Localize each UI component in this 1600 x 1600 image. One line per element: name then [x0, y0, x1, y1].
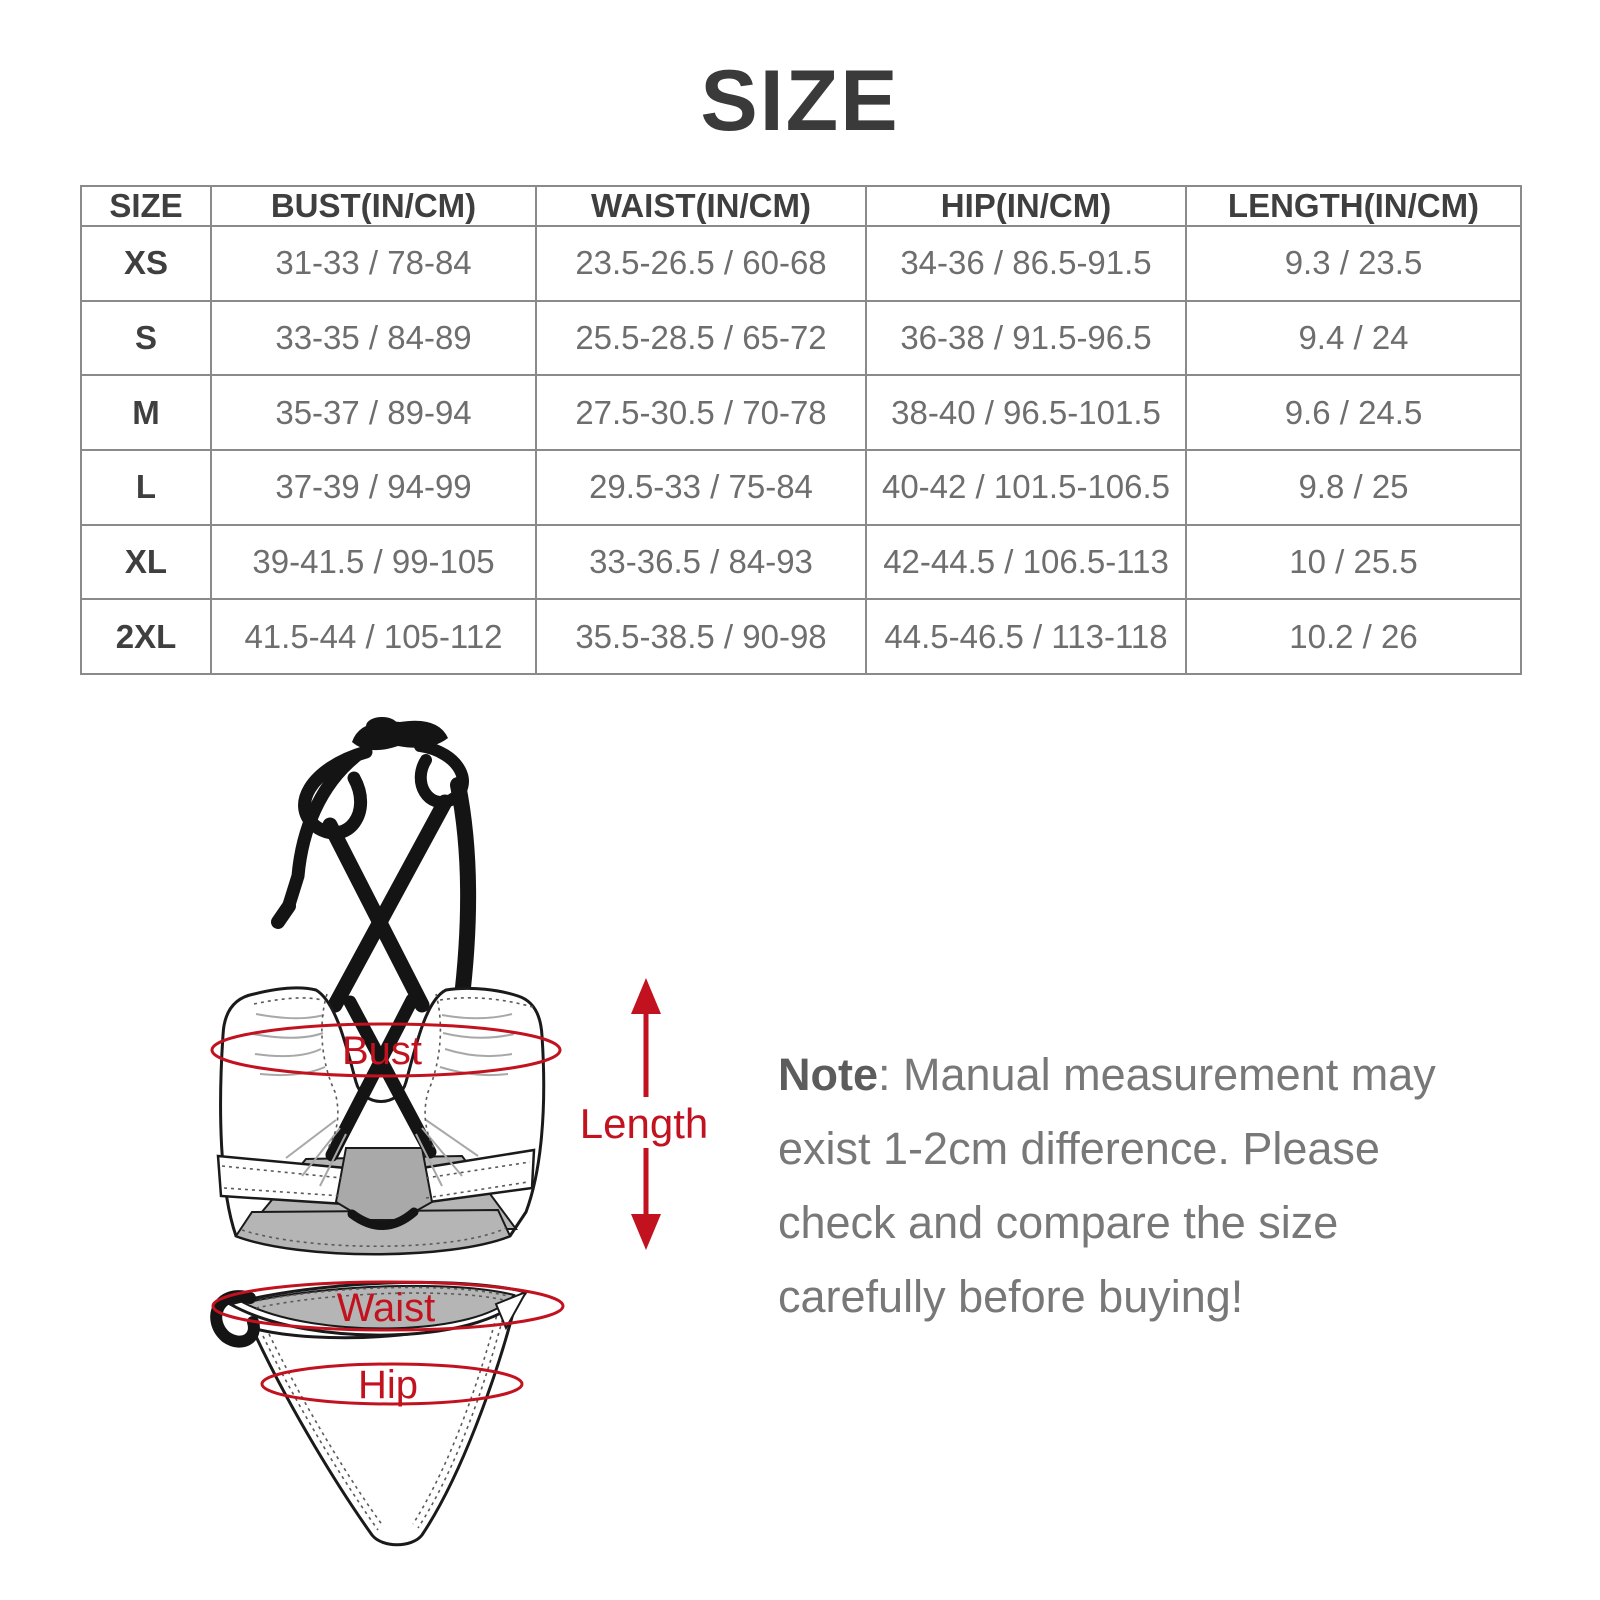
cell-bust: 37-39 / 94-99: [211, 450, 536, 525]
cell-size: L: [81, 450, 211, 525]
header-size: SIZE: [81, 186, 211, 226]
bust-label: Bust: [341, 1029, 423, 1073]
cell-size: S: [81, 301, 211, 376]
cell-length: 9.8 / 25: [1186, 450, 1521, 525]
cell-bust: 39-41.5 / 99-105: [211, 525, 536, 600]
table-row: [81, 375, 1521, 450]
cell-size: XL: [81, 525, 211, 600]
cell-bust: 41.5-44 / 105-112: [211, 599, 536, 674]
cell-hip: 40-42 / 101.5-106.5: [866, 450, 1186, 525]
table-row: [81, 226, 1521, 301]
size-chart-table: [80, 185, 1522, 675]
cell-waist: 35.5-38.5 / 90-98: [536, 599, 866, 674]
bikini-top-drawing: [218, 717, 544, 1254]
page-title: SIZE: [700, 53, 900, 149]
cell-hip: 34-36 / 86.5-91.5: [866, 226, 1186, 301]
cell-hip: 42-44.5 / 106.5-113: [866, 525, 1186, 600]
cell-length: 10.2 / 26: [1186, 599, 1521, 674]
cell-length: 9.4 / 24: [1186, 301, 1521, 376]
cell-bust: 33-35 / 84-89: [211, 301, 536, 376]
cell-length: 9.6 / 24.5: [1186, 375, 1521, 450]
length-label: Length: [579, 1100, 709, 1147]
note-label: Note: [778, 1049, 878, 1100]
header-length: LENGTH(IN/CM): [1186, 186, 1521, 226]
cell-bust: 31-33 / 78-84: [211, 226, 536, 301]
cell-size: M: [81, 375, 211, 450]
header-hip: HIP(IN/CM): [866, 186, 1186, 226]
waist-label: Waist: [336, 1286, 436, 1330]
cell-waist: 27.5-30.5 / 70-78: [536, 375, 866, 450]
note-text: : Manual measurement may exist 1-2cm difference. Please check and compare the size carefully before buying!: [778, 1049, 1436, 1322]
cell-length: 10 / 25.5: [1186, 525, 1521, 600]
cell-size: XS: [81, 226, 211, 301]
cell-hip: 36-38 / 91.5-96.5: [866, 301, 1186, 376]
table-row: [81, 301, 1521, 376]
table-row: [81, 525, 1521, 600]
table-row: [81, 599, 1521, 674]
cell-waist: 25.5-28.5 / 65-72: [536, 301, 866, 376]
hip-label: Hip: [357, 1363, 419, 1407]
cell-waist: 33-36.5 / 84-93: [536, 525, 866, 600]
header-bust: BUST(IN/CM): [211, 186, 536, 226]
measurement-note: [778, 1038, 1478, 1334]
cell-length: 9.3 / 23.5: [1186, 226, 1521, 301]
table-row: [81, 450, 1521, 525]
cell-hip: 38-40 / 96.5-101.5: [866, 375, 1186, 450]
cell-hip: 44.5-46.5 / 113-118: [866, 599, 1186, 674]
cell-bust: 35-37 / 89-94: [211, 375, 536, 450]
cell-size: 2XL: [81, 599, 211, 674]
measurement-diagram: [160, 690, 720, 1590]
header-waist: WAIST(IN/CM): [536, 186, 866, 226]
cell-waist: 29.5-33 / 75-84: [536, 450, 866, 525]
cell-waist: 23.5-26.5 / 60-68: [536, 226, 866, 301]
table-header-row: [81, 186, 1521, 226]
